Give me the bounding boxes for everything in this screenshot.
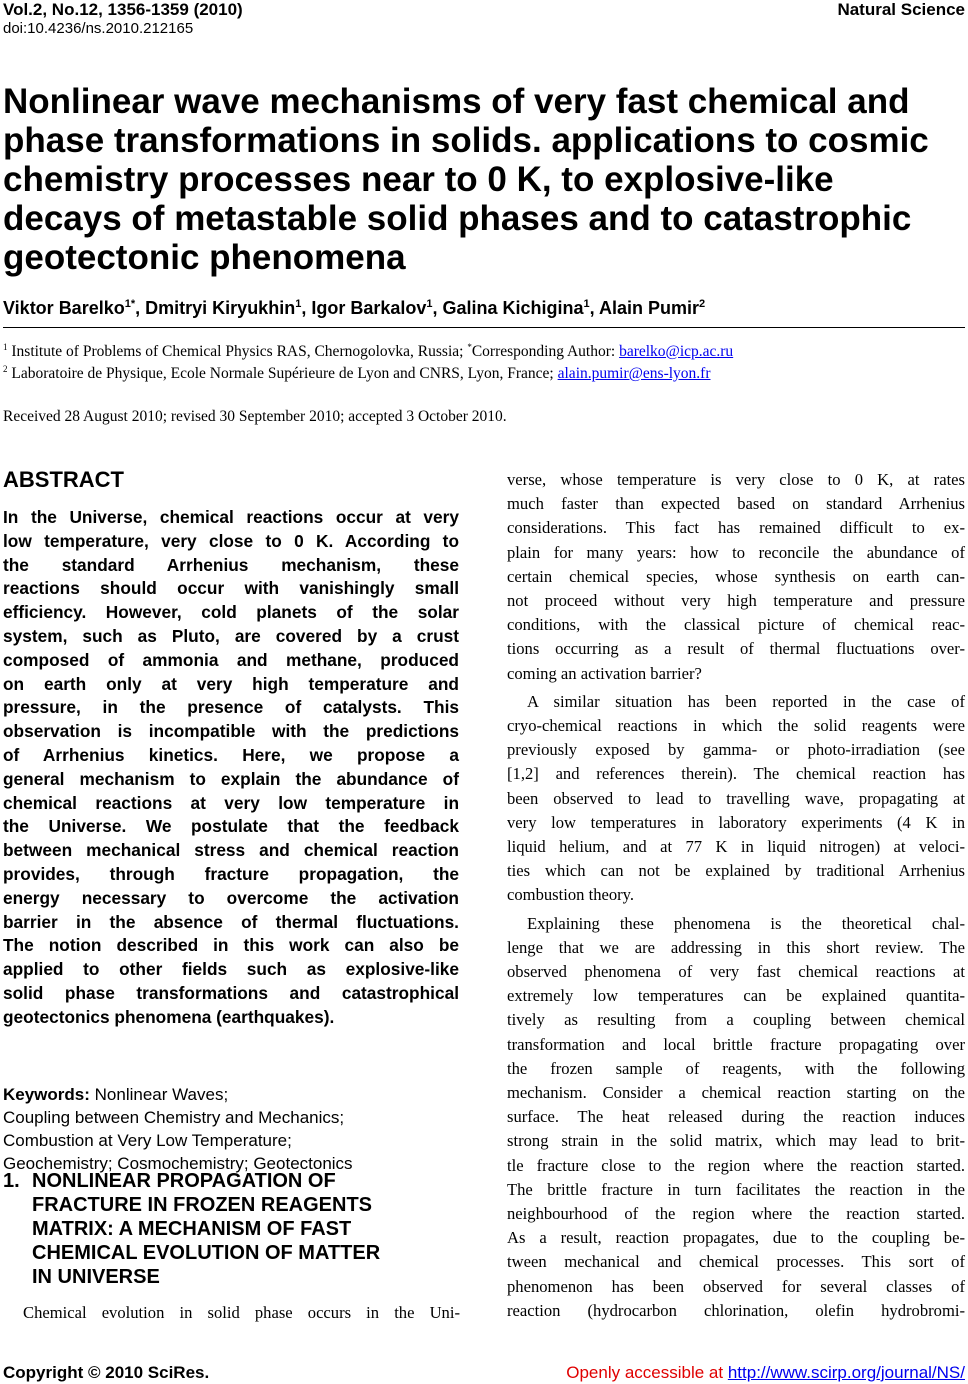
abstract-line: on earth only at very high temperature and	[3, 673, 459, 694]
abstract-line: composed of ammonia and methane, produced	[3, 649, 459, 670]
open-access-label: Openly accessible at	[566, 1363, 728, 1382]
open-access-notice	[566, 1363, 965, 1383]
section-number: 1.	[3, 1170, 20, 1192]
keywords-label: Keywords:	[3, 1085, 90, 1104]
title-line: phase transformations in solids. applications to cosmic	[3, 121, 929, 160]
body-text-line: combustion theory.	[507, 885, 635, 905]
abstract-line: of Arrhenius kinetics. Here, we propose a	[3, 745, 459, 765]
body-text-line: The brittle fracture in turn facilitates the reaction in the	[507, 1179, 965, 1199]
body-text-line: phenomenon has been observed for several classes of	[507, 1276, 965, 1296]
body-text-line: Explaining these phenomena is the theoretical chal-	[527, 913, 965, 933]
body-text-line: reaction (hydrocarbon chlorination, olefin hydrobromi-	[507, 1300, 965, 1320]
body-text-line: cryo-chemical reactions in which the solid reagents were	[507, 716, 965, 735]
body-text-line: extremely low temperatures can be explained quantita-	[507, 986, 965, 1006]
body-text-line: tween mechanical and chemical processes. This sort of	[507, 1252, 965, 1272]
body-text-line: been observed to lead to travelling wave, propagating at	[507, 788, 965, 808]
body-text-line: considerations. This fact has remained difficult to ex-	[507, 518, 965, 538]
body-text-line: As a result, reaction propagates, due to the coupling be-	[507, 1228, 965, 1248]
email-link[interactable]: barelko@icp.ac.ru	[619, 343, 734, 361]
body-text-line: tions occurring as a result of thermal fluctuations over-	[507, 639, 965, 659]
title-line: chemistry processes near to 0 K, to explosive-like	[3, 160, 834, 199]
affiliation-sup: 1	[3, 342, 8, 352]
body-text-line: certain chemical species, whose synthesis on earth can-	[507, 566, 965, 586]
title-line: decays of metastable solid phases and to catastrophic	[3, 199, 912, 238]
body-text-line: mechanism. Consider a chemical reaction starting on the	[507, 1083, 965, 1102]
doi: doi:10.4236/ns.2010.212165	[3, 20, 194, 37]
abstract-line: geotectonics phenomena (earthquakes).	[3, 1006, 335, 1027]
author-name: Igor Barkalov	[311, 298, 427, 318]
abstract-line: reactions should occur with vanishingly small	[3, 578, 459, 599]
abstract-line: solid phase transformations and catastrophical	[3, 983, 459, 1003]
section-title-line: FRACTURE IN FROZEN REAGENTS	[32, 1194, 372, 1216]
section-heading	[3, 1169, 380, 1289]
journal-url-link[interactable]: http://www.scirp.org/journal/NS/	[727, 1363, 965, 1382]
body-text-line: transformation and local brittle fracture propagating over	[507, 1034, 965, 1054]
corresponding-label: Corresponding Author:	[471, 343, 620, 361]
body-text-line: plain for many years: how to reconcile the abundance of	[507, 542, 965, 562]
abstract-line: applied to other fields such as explosive-like	[3, 959, 459, 980]
corresponding-sup: *	[467, 342, 472, 352]
abstract-line: general mechanism to explain the abundance of	[3, 768, 459, 789]
body-text-line: coming an activation barrier?	[507, 663, 702, 683]
affiliation-1	[3, 342, 733, 361]
body-text-line: much faster than expected based on standard Arrhenius	[507, 494, 965, 514]
abstract-line: energy necessary to overcome the activation	[3, 887, 459, 908]
body-text-line: neighbourhood of the region where the reaction started.	[507, 1204, 965, 1223]
keyword-line: Coupling between Chemistry and Mechanics;	[3, 1108, 345, 1127]
title-line: Nonlinear wave mechanisms of very fast chemical and	[3, 82, 910, 121]
received-dates: Received 28 August 2010; revised 30 September 2010; accepted 3 October 2010.	[3, 408, 507, 425]
abstract-line: the Universe. We postulate that the feedback	[3, 816, 459, 837]
keyword-line: Geochemistry; Cosmochemistry; Geotectonics	[3, 1154, 353, 1173]
keywords	[3, 1083, 353, 1175]
copyright: Copyright © 2010 SciRes.	[3, 1363, 210, 1382]
body-text-line: previously exposed by gamma- or photo-irradiation (see	[507, 740, 965, 760]
abstract-line: The notion described in this work can also be	[3, 935, 459, 956]
affiliation-text: Laboratoire de Physique, Ecole Normale Supérieure de Lyon and CNRS, Lyon, France;	[7, 365, 558, 383]
body-text-line: A similar situation has been reported in the case of	[527, 691, 965, 711]
abstract-line: In the Universe, chemical reactions occur at very	[3, 507, 459, 527]
abstract-line: barrier in the absence of thermal fluctuations.	[3, 911, 459, 932]
journal-name: Natural Science	[837, 0, 965, 19]
keyword-line: Combustion at Very Low Temperature;	[3, 1131, 292, 1150]
body-text-line: the frozen sample of reagents, with the following	[507, 1058, 965, 1078]
body-text-line: Chemical evolution in solid phase occurs in the Uni-	[23, 1303, 460, 1322]
body-text-line: very low temperatures in laboratory experiments (4 K in	[507, 812, 965, 832]
author-list	[3, 298, 705, 319]
body-text-line: liquid helium, and at 77 K in liquid nitrogen) at veloci-	[507, 837, 965, 856]
abstract-line: provides, through fracture propagation, the	[3, 864, 459, 884]
body-text-line: strong strain in the solid matrix, which may lead to brit-	[507, 1131, 965, 1151]
abstract-line: between mechanical stress and chemical reaction	[3, 840, 459, 861]
body-text-line: not proceed without very high temperature and pressure	[507, 591, 965, 610]
author-affiliation-sup: 1*	[124, 298, 136, 310]
author-separator: ,	[135, 298, 146, 318]
body-text-line: surface. The heat released during the reaction induces	[507, 1107, 965, 1127]
author-name: Dmitryi Kiryukhin	[145, 298, 296, 318]
body-text-line: ties which can not be explained by traditional Arrhenius	[507, 861, 965, 881]
divider	[3, 327, 965, 328]
section-title-line: MATRIX: A MECHANISM OF FAST	[32, 1218, 352, 1240]
paper-title	[3, 82, 965, 277]
body-text-line: observed phenomena of very fast chemical reactions at	[507, 962, 965, 981]
body-text-line: tively as resulting from a coupling between chemical	[507, 1010, 965, 1030]
abstract-line: system, such as Pluto, are covered by a crust	[3, 626, 459, 646]
abstract-line: the standard Arrhenius mechanism, these	[3, 554, 459, 575]
abstract-line: efficiency. However, cold planets of the solar	[3, 602, 459, 623]
abstract-heading: ABSTRACT	[3, 467, 124, 492]
author-affiliation-sup: 1	[426, 298, 433, 310]
author-name: Viktor Barelko	[3, 298, 125, 318]
body-text-line: [1,2] and references therein). The chemical reaction has	[507, 764, 965, 784]
affiliation-sup: 2	[3, 364, 8, 374]
section-title-line: NONLINEAR PROPAGATION OF	[32, 1170, 336, 1192]
author-name: Alain Pumir	[599, 298, 700, 318]
affiliation-2	[3, 364, 711, 383]
author-name: Galina Kichigina	[442, 298, 584, 318]
author-separator: ,	[301, 298, 312, 318]
author-affiliation-sup: 1	[295, 298, 302, 310]
email-link[interactable]: alain.pumir@ens-lyon.fr	[557, 365, 711, 383]
author-affiliation-sup: 1	[583, 298, 590, 310]
author-affiliation-sup: 2	[699, 298, 706, 310]
abstract-line: pressure, in the presence of catalysts. This	[3, 697, 459, 718]
journal-citation: Vol.2, No.12, 1356-1359 (2010)	[3, 0, 243, 19]
affiliation-text: Institute of Problems of Chemical Physics RAS, Chernogolovka, Russia;	[7, 343, 468, 361]
section-title-line: IN UNIVERSE	[32, 1266, 160, 1288]
abstract-line: low temperature, very close to 0 K. According to	[3, 530, 459, 551]
body-text-line: verse, whose temperature is very close to 0 K, at rates	[507, 470, 965, 489]
author-separator: ,	[589, 298, 600, 318]
title-line: geotectonic phenomena	[3, 238, 406, 277]
body-text-line: conditions, with the classical picture of chemical reac-	[507, 615, 965, 635]
abstract-line: chemical reactions at very low temperature in	[3, 792, 459, 813]
body-text-line: lenge that we are addressing in this short review. The	[507, 937, 965, 957]
keyword-line: Nonlinear Waves;	[89, 1085, 229, 1104]
body-text-line: tle fracture close to the region where the reaction started.	[507, 1155, 965, 1175]
author-separator: ,	[432, 298, 443, 318]
abstract-line: observation is incompatible with the predictions	[3, 721, 459, 742]
section-title-line: CHEMICAL EVOLUTION OF MATTER	[32, 1242, 381, 1264]
